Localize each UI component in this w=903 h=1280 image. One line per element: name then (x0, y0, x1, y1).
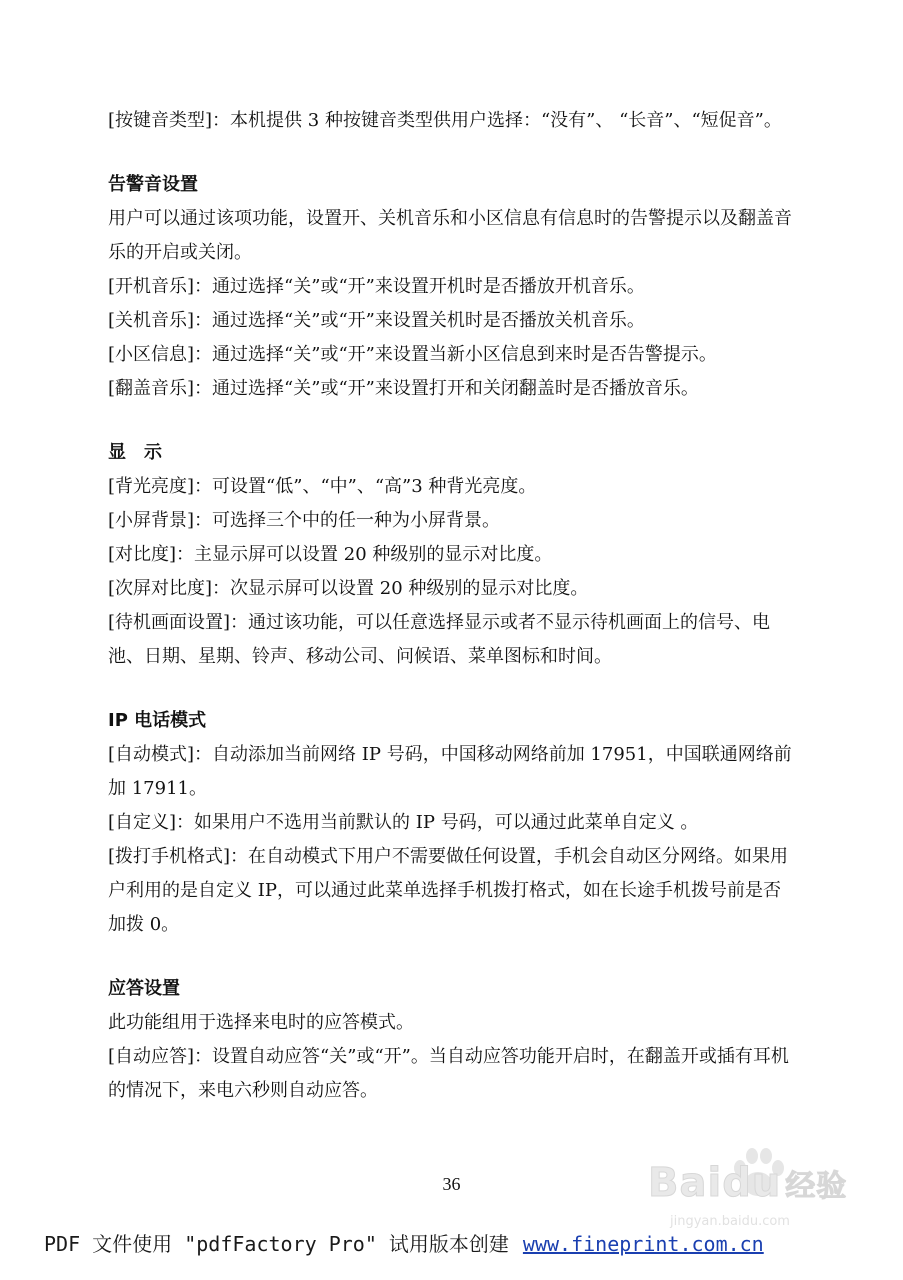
paragraph: [翻盖音乐]：通过选择“关”或“开”来设置打开和关闭翻盖时是否播放音乐。 (108, 378, 699, 399)
paragraph: 用户可以通过该项功能，设置开、关机音乐和小区信息有信息时的告警提示以及翻盖音乐的开启或关闭。 (108, 208, 792, 263)
paragraph: [待机画面设置]：通过该功能，可以任意选择显示或者不显示待机画面上的信号、电池、日期、星期、铃声、移动公司、问候语、菜单图标和时间。 (108, 612, 771, 667)
paragraph: [自动模式]：自动添加当前网络 IP 号码，中国移动网络前加 17951，中国联通网络前加 17911。 (108, 744, 792, 799)
paragraph: [次屏对比度]：次显示屏可以设置 20 种级别的显示对比度。 (108, 578, 589, 599)
paragraph: [拨打手机格式]：在自动模式下用户不需要做任何设置，手机会自动区分网络。如果用户利用的是自定义 IP，可以通过此菜单选择手机拨打格式，如在长途手机拨号前是否加拨 0。 (108, 846, 789, 935)
paragraph: 此功能组用于选择来电时的应答模式。 (108, 1012, 414, 1033)
paragraph: [开机音乐]：通过选择“关”或“开”来设置开机时是否播放开机音乐。 (108, 276, 645, 297)
pdf-footer (44, 1230, 764, 1258)
section-gap (108, 942, 798, 972)
paragraph: [自动应答]：设置自动应答“关”或“开”。当自动应答功能开启时，在翻盖开或插有耳机的情况下，来电六秒则自动应答。 (108, 1046, 789, 1101)
page-number: 36 (442, 1174, 461, 1194)
section-gap (108, 406, 798, 436)
section-heading: 显 示 (108, 442, 162, 463)
fineprint-link[interactable]: www.fineprint.com.cn (522, 1232, 764, 1256)
paragraph: [背光亮度]：可设置“低”、“中”、“高”3 种背光亮度。 (108, 476, 537, 497)
section-heading: 告警音设置 (108, 174, 198, 195)
baidu-jingyan-watermark (630, 1140, 870, 1240)
paragraph: [对比度]：主显示屏可以设置 20 种级别的显示对比度。 (108, 544, 553, 565)
paragraph: [按键音类型]：本机提供 3 种按键音类型供用户选择：“没有”、 “长音”、“短促音”。 (108, 110, 782, 131)
paragraph: [小区信息]：通过选择“关”或“开”来设置当新小区信息到来时是否告警提示。 (108, 344, 717, 365)
footer-text: PDF 文件使用 "pdfFactory Pro" 试用版本创建 (44, 1232, 509, 1256)
paragraph: [自定义]：如果用户不选用当前默认的 IP 号码，可以通过此菜单自定义 。 (108, 812, 699, 833)
watermark-url: jingyan.baidu.com (670, 1214, 790, 1229)
section-heading: 应答设置 (108, 978, 180, 999)
paragraph: [关机音乐]：通过选择“关”或“开”来设置关机时是否播放关机音乐。 (108, 310, 645, 331)
paragraph: [小屏背景]：可选择三个中的任一种为小屏背景。 (108, 510, 501, 531)
section-heading: IP 电话模式 (108, 710, 207, 731)
watermark-logo: Baidu 经验 (648, 1160, 848, 1206)
document-body (108, 104, 798, 1108)
section-gap (108, 674, 798, 704)
section-gap (108, 138, 798, 168)
